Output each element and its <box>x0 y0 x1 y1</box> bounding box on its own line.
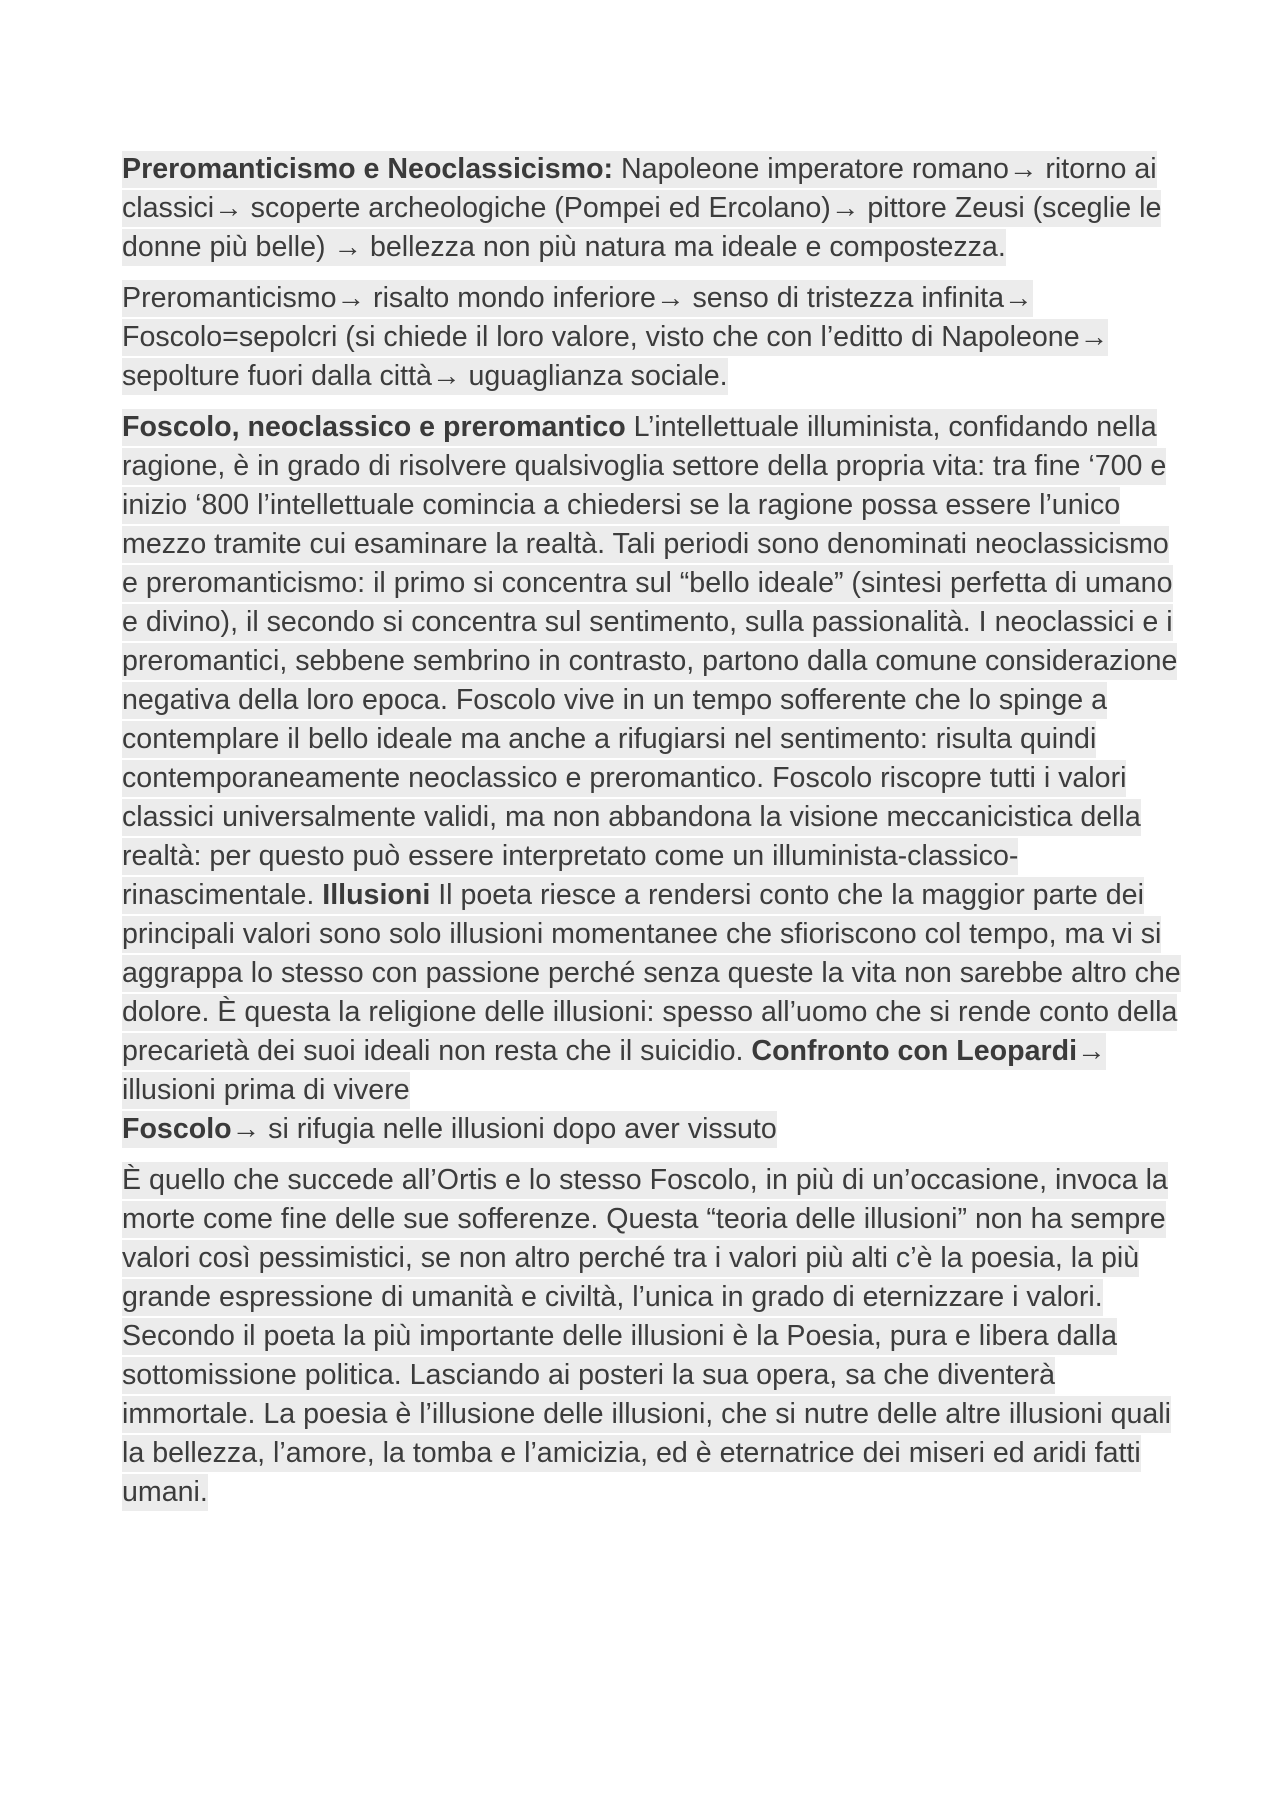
paragraph-preromanticismo <box>122 279 1182 396</box>
paragraph-foscolo <box>122 408 1182 1149</box>
paragraph-body: È quello che succede all’Ortis e lo stesso Foscolo, in più di un’occasione, invoca la morte come fine delle sue sofferenze. Questa “teoria delle illusioni” non ha sempre valori così pessimistici, se non altro perché tra i valori più alti c’è la poesia, la più grande espressione di umanità e civiltà, l’unica in grado di eternizzare i valori. Secondo il poeta la più importante delle illusioni è la Poesia, pura e libera dalla sottomissione politica. Lasciando ai posteri la sua opera, sa che diventerà immortale. La poesia è l’illusione delle illusioni, che si nutre delle altre illusioni quali la bellezza, l’amore, la tomba e l’amicizia, ed è eternatrice dei miseri ed aridi fatti umani. <box>122 1164 1171 1508</box>
paragraph-body: Il poeta riesce a rendersi conto che la maggior parte dei principali valori sono solo illusioni momentanee che sfioriscono col tempo, ma vi si aggrappa lo stesso con passione perché senza queste la vita non sarebbe altro che dolore. È questa la religione delle illusioni: spesso all’uomo che si rende conto della precarietà dei suoi ideali non resta che il suicidio. <box>122 879 1181 1067</box>
inline-heading-foscolo: Foscolo→ <box>122 1113 261 1145</box>
document-page <box>122 150 1182 1524</box>
paragraph-heading: Preromanticismo e Neoclassicismo: <box>122 153 614 185</box>
paragraph-body: illusioni prima di vivere <box>122 1074 410 1106</box>
highlighted-text <box>122 1162 1171 1511</box>
paragraph-neoclassicismo <box>122 150 1182 267</box>
paragraph-heading: Foscolo, neoclassico e preromantico <box>122 411 626 443</box>
inline-heading-illusioni: Illusioni <box>322 879 431 911</box>
paragraph-ortis <box>122 1161 1182 1512</box>
paragraph-body: L’intellettuale illuminista, confidando nella ragione, è in grado di risolvere qualsivoglia settore della propria vita: tra fine ‘700 e inizio ‘800 l’intellettuale comincia a chiedersi se la ragione possa essere l’unico mezzo tramite cui esaminare la realtà. Tali periodi sono denominati neoclassicismo e preromanticismo: il primo si concentra sul “bello ideale” (sintesi perfetta di umano e divino), il secondo si concentra sul sentimento, sulla passionalità. I neoclassici e i preromantici, sebbene sembrino in contrasto, partono dalla comune considerazione negativa della loro epoca. Foscolo vive in un tempo sofferente che lo spinge a contemplare il bello ideale ma anche a rifugiarsi nel sentimento: risulta quindi contemporaneamente neoclassico e preromantico. Foscolo riscopre tutti i valori classici universalmente validi, ma non abbandona la visione meccanicistica della realtà: per questo può essere interpretato come un illuminista-classico-rinascimentale. <box>122 411 1178 911</box>
highlighted-text <box>122 151 1161 266</box>
paragraph-body: Preromanticismo→ risalto mondo inferiore→ senso di tristezza infinita→ Foscolo=sepolcri (si chiede il loro valore, visto che con l’editto di Napoleone→ sepolture fuori dalla città→ uguaglianza sociale. <box>122 282 1109 392</box>
inline-heading-confronto: Confronto con Leopardi→ <box>751 1035 1106 1067</box>
highlighted-text <box>122 409 1181 1148</box>
paragraph-body: Napoleone imperatore romano→ ritorno ai classici→ scoperte archeologiche (Pompei ed Ercolano)→ pittore Zeusi (sceglie le donne più belle) → bellezza non più natura ma ideale e compostezza. <box>122 153 1162 263</box>
paragraph-body: si rifugia nelle illusioni dopo aver vissuto <box>260 1113 777 1145</box>
highlighted-text <box>122 280 1108 395</box>
